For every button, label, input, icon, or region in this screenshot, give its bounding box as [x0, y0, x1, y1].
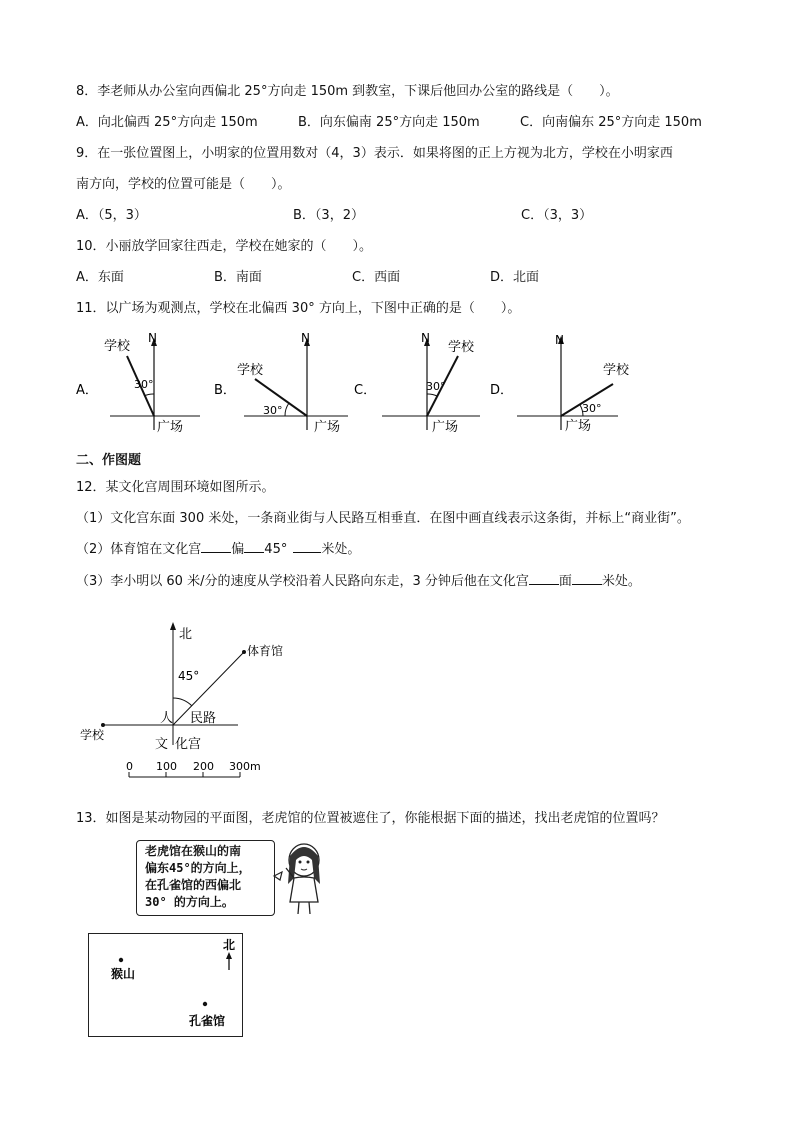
q12-road-label-2: 民路 [190, 711, 217, 726]
q11-d-school: 学校 [603, 363, 630, 378]
q9-option-c: C．（3，3） [521, 208, 593, 223]
q12-scale-0: 0 [126, 760, 133, 773]
q12-scale-300: 300m [229, 760, 261, 773]
q8-stem: 8．李老师从办公室向西偏北 25°方向走 150m 到教室，下课后他回办公室的路线是（ ）。 [76, 84, 619, 99]
q12-scale-bar [126, 760, 261, 777]
q11-stem: 11．以广场为观测点，学校在北偏西 30° 方向上，下图中正确的是（ ）。 [76, 301, 521, 316]
q10-option-d: D．北面 [490, 270, 540, 285]
q11-c-plaza: 广场 [432, 420, 459, 435]
q12-blank-3[interactable] [293, 540, 321, 553]
q12-north-label: 北 [179, 627, 193, 642]
q13-monkey-dot [119, 958, 123, 962]
q11-c-angle: 30° [426, 380, 446, 393]
q11-b-north: N [301, 331, 310, 345]
q11-b-angle: 30° [263, 404, 283, 417]
q11-figures [0, 330, 794, 470]
q11-a-north: N [148, 331, 157, 345]
q11-label-c: C． [354, 383, 377, 398]
q12-center-label-2: 化宫 [175, 737, 202, 752]
q10-option-a: A．东面 [76, 270, 124, 285]
q11-diagram-d [517, 333, 630, 434]
q13-map-canvas [89, 934, 242, 1036]
q12-part2-text-b: 偏 [231, 542, 245, 557]
q11-b-plaza: 广场 [314, 420, 341, 435]
q13-north-arrow-icon [226, 952, 232, 959]
q11-a-plaza: 广场 [157, 420, 184, 435]
q12-part3-text-c: 米处。 [601, 574, 641, 589]
q12-stem: 12．某文化宫周围环境如图所示。 [76, 480, 275, 495]
q13-zoo-map [88, 933, 243, 1037]
q10-option-c: C．西面 [352, 270, 401, 285]
q12-part3 [76, 572, 641, 591]
q12-blank-1[interactable] [201, 540, 231, 553]
q12-blank-5[interactable] [572, 572, 602, 585]
q10-stem: 10．小丽放学回家往西走，学校在她家的（ ）。 [76, 239, 373, 254]
q12-center-label-1: 文 [155, 737, 169, 752]
q12-gym-label: 体育馆 [247, 644, 284, 658]
q11-c-north: N [421, 331, 430, 345]
q11-diagram-c [382, 331, 480, 435]
q13-monkey-label: 猴山 [111, 967, 136, 981]
q9-option-a: A．（5，3） [76, 208, 147, 223]
q11-d-angle: 30° [582, 402, 602, 415]
q12-blank-2[interactable] [244, 540, 264, 553]
section-title: 二、作图题 [76, 453, 142, 468]
q12-scale-100: 100 [156, 760, 177, 773]
q12-part3-text-a: （3）李小明以 60 米/分的速度从学校沿着人民路向东走，3 分钟后他在文化宫 [76, 574, 529, 589]
q9-option-b: B．（3，2） [293, 208, 364, 223]
q12-part2-text-a: （2）体育馆在文化宫 [76, 542, 202, 557]
q12-blank-4[interactable] [529, 572, 559, 585]
q8-option-b: B．向东偏南 25°方向走 150m [298, 115, 480, 130]
q12-figure [0, 610, 794, 790]
q12-part3-text-b: 面 [558, 574, 572, 589]
q11-label-d: D． [490, 383, 514, 398]
q12-road-label-1: 人 [160, 711, 174, 726]
q13-bubble-line-1: 老虎馆在猴山的南 [145, 844, 242, 858]
q13-map-north-label: 北 [223, 938, 236, 952]
q13-peacock-dot [203, 1002, 207, 1006]
q10-option-b: B．南面 [214, 270, 262, 285]
q11-d-plaza: 广场 [565, 419, 592, 434]
q11-label-b: B． [214, 383, 236, 398]
q13-stem: 13．如图是某动物园的平面图，老虎馆的位置被遮住了，你能根据下面的描述，找出老虎馆的位置吗？ [76, 811, 665, 826]
girl-illustration-icon [272, 838, 332, 918]
q12-part2-text-c: 45° [264, 542, 288, 557]
q12-part2 [76, 540, 360, 559]
q12-school-label: 学校 [80, 728, 105, 742]
q11-d-north: N [555, 333, 564, 347]
q12-part2-text-d: 米处。 [321, 542, 361, 557]
q12-school-dot [101, 723, 105, 727]
q9-stem-line2: 南方向，学校的位置可能是（ ）。 [76, 177, 291, 192]
q11-diagram-b [237, 331, 348, 435]
q8-option-c: C．向南偏东 25°方向走 150m [520, 115, 702, 130]
q12-gym-dot [242, 650, 246, 654]
q13-bubble-line-4: 30° 的方向上。 [145, 895, 234, 909]
q11-diagram-a [104, 331, 200, 435]
q12-part1: （1）文化宫东面 300 米处，一条商业街与人民路互相垂直．在图中画直线表示这条街，并标上“商业街”。 [76, 511, 690, 526]
q11-b-school: 学校 [237, 363, 264, 378]
q11-label-a: A． [76, 383, 98, 398]
q13-bubble-line-2: 偏东45°的方向上， [145, 861, 251, 875]
q11-a-angle: 30° [134, 378, 154, 391]
q12-scale-200: 200 [193, 760, 214, 773]
q13-speech-bubble [136, 840, 275, 916]
q11-c-school: 学校 [448, 340, 475, 355]
q8-option-a: A．向北偏西 25°方向走 150m [76, 115, 258, 130]
q13-bubble-line-3: 在孔雀馆的西偏北 [145, 878, 242, 892]
q13-peacock-label: 孔雀馆 [189, 1014, 226, 1028]
q12-angle-label: 45° [178, 669, 200, 683]
q11-a-school: 学校 [104, 339, 131, 354]
q9-stem-line1: 9．在一张位置图上，小明家的位置用数对（4，3）表示．如果将图的正上方视为北方，学校在小明家西 [76, 146, 673, 161]
